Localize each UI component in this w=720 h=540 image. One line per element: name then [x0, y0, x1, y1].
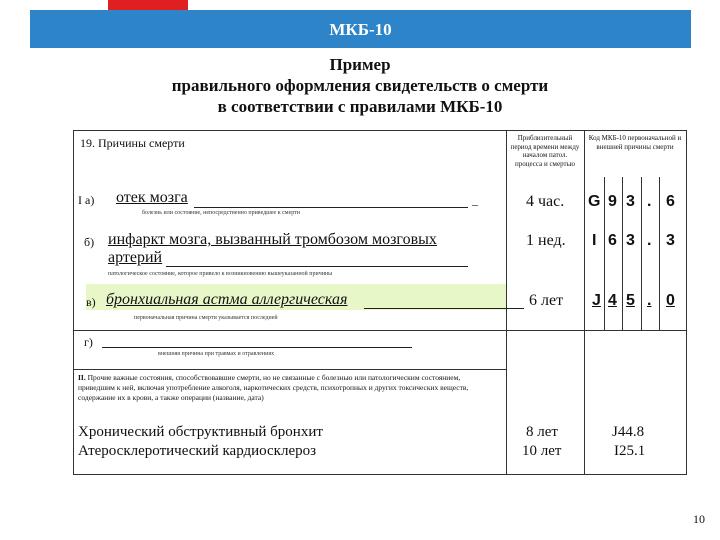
row-a-period: 4 час. — [526, 193, 565, 210]
part2-top-line — [74, 369, 506, 370]
heading-line-1: Пример — [329, 55, 391, 74]
row-b-cause-line1: инфаркт мозга, вызванный тромбозом мозговых — [108, 231, 437, 248]
row-a-trail: _ — [472, 193, 478, 207]
code-divider-4 — [659, 177, 660, 330]
row-b-code-2: 6 — [608, 232, 617, 249]
row-b-code-5: 3 — [666, 232, 675, 249]
part2-item-2-name: Атеросклеротический кардиосклероз — [78, 443, 317, 459]
row-c-code-3: 5 — [626, 292, 635, 309]
row-d-fill-line — [102, 347, 412, 348]
part2-item-2-period: 10 лет — [522, 443, 562, 459]
code-column-header: Код МКБ-10 первоначальной и внешней причины смерти — [588, 134, 682, 151]
row-b-code-4: . — [647, 232, 652, 249]
row-c-code-1: J — [592, 292, 601, 309]
red-tab-accent — [108, 0, 188, 10]
row-b-marker: б) — [84, 235, 95, 249]
row-a-code-3: 3 — [626, 193, 635, 210]
row-b-fill-line — [166, 266, 468, 267]
row-b-code-1: I — [592, 232, 597, 249]
row-c-cause: бронхиальная астма аллергическая — [106, 291, 348, 308]
row-a-code-2: 9 — [608, 193, 617, 210]
row-c-code-5: 0 — [666, 292, 675, 309]
row-a-fill-line — [194, 207, 468, 208]
code-divider-1 — [604, 177, 605, 330]
death-certificate-form — [73, 130, 687, 475]
part2-label: II. — [78, 373, 86, 382]
title-banner — [30, 10, 691, 48]
slide-heading — [0, 54, 720, 117]
heading-line-2: правильного оформления свидетельств о смерти — [171, 76, 549, 95]
row-a-note: болезнь или состояние, непосредственно приведшее к смерти — [142, 210, 300, 216]
part2-divider — [74, 330, 686, 331]
row-b-note: патологическое состояние, которое привело к возникновению вышеуказанной причины — [108, 271, 333, 277]
row-a-cause: отек мозга — [116, 189, 188, 206]
column-divider-code — [584, 131, 585, 474]
part2-item-2-code: I25.1 — [614, 443, 646, 459]
column-divider-period — [506, 131, 507, 474]
section-label: 19. Причины смерти — [80, 136, 185, 150]
row-a-code-4: . — [647, 193, 652, 210]
row-c-period: 6 лет — [529, 292, 564, 309]
row-b-cause-line2: артерий — [108, 249, 163, 266]
part2-text-block — [78, 373, 498, 403]
part2-item-1-period: 8 лет — [526, 424, 558, 440]
row-d-marker: г) — [84, 335, 93, 349]
part2-item-1-name: Хронический обструктивный бронхит — [78, 424, 323, 440]
heading-line-3: в соответствии с правилами МКБ-10 — [217, 97, 503, 116]
part2-description: Прочие важные состояния, способствовавшие смерти, но не связанные с болезнью или патологическим состоянием, приведшим к ней, включая употребление алкоголя, наркотических средств, психотропных и других токсических веществ, содержание их в крови, а также операции (название, дата) — [78, 373, 469, 402]
row-a-code-1: G — [588, 193, 601, 210]
code-divider-3 — [641, 177, 642, 330]
row-b-code-3: 3 — [626, 232, 635, 249]
part2-item-1-code: J44.8 — [612, 424, 645, 440]
row-a-marker: I а) — [78, 193, 95, 207]
code-divider-2 — [622, 177, 623, 330]
row-c-fill-line — [364, 308, 524, 309]
banner-title: МКБ-10 — [329, 20, 392, 39]
period-column-header: Приблизительный период времени между началом патол. процесса и смертью — [510, 134, 580, 168]
row-c-marker: в) — [86, 295, 96, 309]
row-c-code-2: 4 — [608, 292, 617, 309]
row-a-code-5: 6 — [666, 193, 675, 210]
row-c-note: первоначальная причина смерти указывается последней — [134, 315, 278, 321]
row-b-period: 1 нед. — [526, 232, 566, 249]
row-c-code-4: . — [647, 292, 652, 309]
row-d-note: внешняя причина при травмах и отравлениях — [158, 351, 275, 357]
page-number: 10 — [693, 512, 705, 526]
